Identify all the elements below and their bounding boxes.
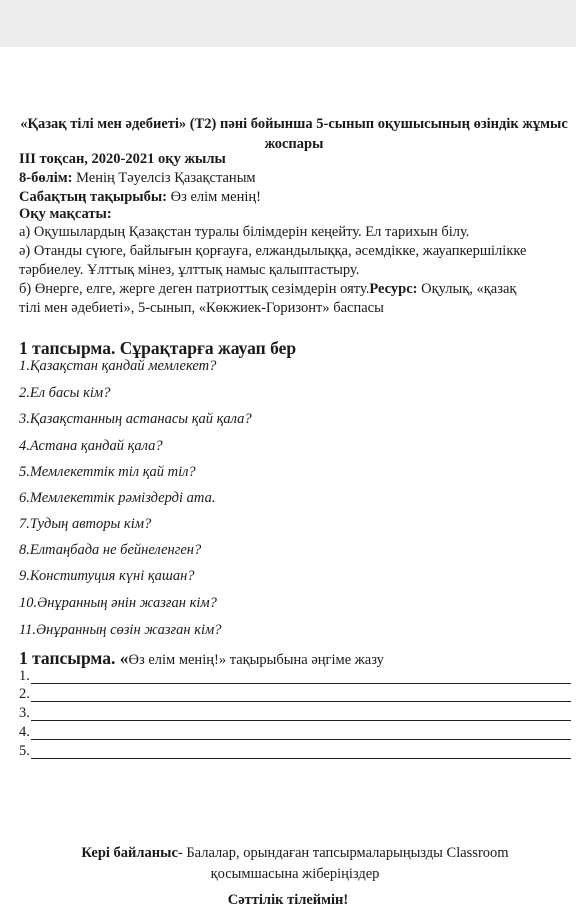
section-line <box>19 169 256 188</box>
resource-text-cont: тілі мен әдебиеті», 5-сынып, «Көкжиек-Горизонт» баспасы <box>19 300 384 316</box>
top-bar <box>0 0 576 47</box>
answer-line[interactable] <box>19 686 571 704</box>
answer-line[interactable] <box>19 668 571 686</box>
question-item: 6.Мемлекеттік рәміздерді ата. <box>19 490 216 506</box>
question-item: 3.Қазақстанның астанасы қай қала? <box>19 411 252 427</box>
resource-text: Оқулық, «қазақ <box>417 281 517 297</box>
goal-item: б) Өнерге, елге, жерге деген патриоттық сезімдерін ояту. <box>19 281 370 297</box>
feedback-label: Кері байланыс <box>81 845 178 861</box>
question-item: 7.Тудың авторы кім? <box>19 516 152 532</box>
task2-heading-text: Өз елім менің!» тақырыбына әңгіме жазу <box>128 652 384 668</box>
feedback-note <box>40 843 550 885</box>
question-item: 5.Мемлекеттік тіл қай тіл? <box>19 464 196 480</box>
answer-line-number: 2. <box>19 686 30 702</box>
goal-item: ә) Отанды сүюге, байлығын қорғауға, елжандылыққа, әсемдікке, жауапкершілікке <box>19 243 527 259</box>
quarter-line: ІІІ тоқсан, 2020-2021 оқу жылы <box>19 151 226 167</box>
question-item: 11.Әнұранның сөзін жазған кім? <box>19 622 222 638</box>
topic-value: Өз елім менің! <box>167 189 261 205</box>
section-value: Менің Тәуелсіз Қазақстаным <box>72 170 256 186</box>
answer-underline <box>31 683 571 684</box>
question-item: 9.Конституция күні қашан? <box>19 568 195 584</box>
answer-underline <box>31 739 571 740</box>
question-item: 8.Елтаңбада не бейнеленген? <box>19 542 202 558</box>
answer-underline <box>31 758 571 759</box>
goals-label: Оқу мақсаты: <box>19 206 112 222</box>
topic-label: Сабақтың тақырыбы: <box>19 189 168 205</box>
feedback-text: - Балалар, орындаған тапсырмаларыңызды Classroom қосымшасына жіберіңіздер <box>177 845 509 882</box>
question-item: 2.Ел басы кім? <box>19 385 111 401</box>
answer-line-number: 3. <box>19 705 30 721</box>
document-title: «Қазақ тілі мен әдебиеті» (Т2) пәні бойынша 5-сынып оқушысының өзіндік жұмыс жоспары <box>20 116 568 152</box>
answer-underline <box>31 701 571 702</box>
section-label: 8-бөлім: <box>19 170 73 186</box>
goal-item: тәрбиелеу. Ұлттық мінез, ұлттық намыс қалыптастыру. <box>19 262 360 278</box>
goal-item: а) Оқушылардың Қазақстан туралы білімдерін кеңейту. Ел тарихын білу. <box>19 224 470 240</box>
answer-line[interactable] <box>19 743 571 761</box>
task2-heading-bold: 1 тапсырма. « <box>19 648 129 668</box>
answer-underline <box>31 720 571 721</box>
answer-line-number: 1. <box>19 668 30 684</box>
closing-line: Сәттілік тілеймін! <box>227 892 349 908</box>
answer-line[interactable] <box>19 724 571 742</box>
question-item: 4.Астана қандай қала? <box>19 438 163 454</box>
task2-heading <box>19 648 384 669</box>
question-item: 1.Қазақстан қандай мемлекет? <box>19 358 217 374</box>
answer-line-number: 5. <box>19 743 30 759</box>
goal-resource-line <box>19 280 516 299</box>
task1-heading: 1 тапсырма. Сұрақтарға жауап бер <box>19 338 297 358</box>
answer-line[interactable] <box>19 705 571 723</box>
answer-line-number: 4. <box>19 724 30 740</box>
resource-label: Ресурс: <box>369 281 418 297</box>
question-item: 10.Әнұранның әнін жазған кім? <box>19 595 217 611</box>
